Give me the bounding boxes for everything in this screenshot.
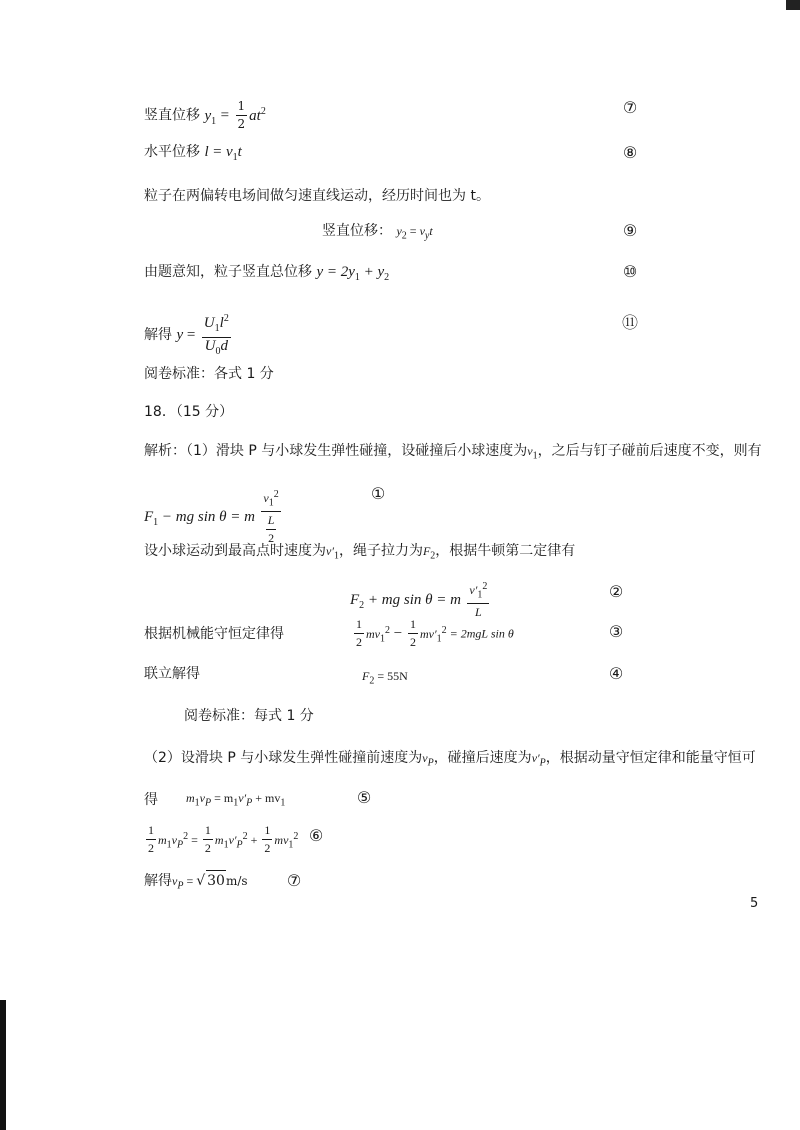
- label-horizontal-displacement: 水平位移: [144, 144, 200, 160]
- marker-7b: ⑦: [286, 871, 302, 890]
- marker-6: ⑥: [308, 826, 324, 845]
- at-squared: $at^2$: [249, 105, 266, 124]
- fraction-U1l2-over-U0d: $\frac{U_1l^2}{U_0d}$: [202, 310, 231, 360]
- v1t: $v_1t$: [226, 144, 242, 163]
- marker-8: ⑧: [622, 143, 638, 162]
- eq-vertical-displacement: 竖直位移 $y_1$ = $\frac{1}{2}$ $at^2$: [144, 99, 266, 131]
- marker-4: ④: [608, 664, 624, 683]
- label-solve: 解得: [144, 327, 172, 343]
- label-mechanical-energy: 根据机械能守恒定律得: [144, 626, 284, 642]
- marker-5: ⑤: [356, 788, 372, 807]
- y1-symbol: $y_1$: [204, 107, 217, 127]
- l-var: l: [204, 144, 209, 160]
- marker-3: ③: [608, 622, 624, 641]
- page-number: 5: [750, 896, 759, 911]
- label-de: 得: [144, 792, 158, 808]
- fraction-v1sq-over-half-L: $\frac{v_1^2}{\frac{L}{2}}$: [261, 486, 280, 547]
- fraction-half: $\frac{1}{2}$: [237, 99, 246, 131]
- label-solve-2: 解得: [144, 873, 172, 889]
- grading-standard-2: 阅卷标准：每式 1 分: [184, 708, 314, 724]
- eq-1: $F_1$ − mg sin θ = m $\frac{v_1^2}{\frac{L}{2}}$: [144, 486, 283, 547]
- marker-2: ②: [608, 582, 624, 601]
- label-vertical-displacement-2: 竖直位移：: [322, 223, 392, 239]
- marker-11: ⑪: [621, 313, 638, 332]
- question-18-heading: 18．（15 分）: [144, 404, 234, 420]
- marker-9: ⑨: [622, 221, 638, 240]
- eq-solution-y: 解得 y = $\frac{U_1l^2}{U_0d}$: [144, 310, 233, 360]
- eq-7-solution: 解得$v_P$ = √ 30m/s: [144, 870, 248, 896]
- label-vertical-displacement: 竖直位移: [144, 107, 200, 124]
- label-combined-solve: 联立解得: [144, 666, 200, 682]
- marker-7: ⑦: [622, 98, 638, 117]
- total-displacement-text: 由题意知，粒子竖直总位移: [144, 264, 312, 280]
- eq-3: $\frac{1}{2}$ $mv_1^2$ − $\frac{1}{2}$ $mv'_1^2 = 2mgL$ sin θ: [356, 617, 514, 649]
- eq-4: $F_2 = 55N$: [362, 669, 408, 687]
- analysis-part-2-intro: （2）设滑块 P 与小球发生弹性碰撞前速度为$v_P$，碰撞后速度为$v'_P$，根据动量守恒定律和能量守恒可: [144, 750, 756, 769]
- marker-1: ①: [370, 484, 386, 503]
- uniform-motion-text: 粒子在两偏转电场间做匀速直线运动，经历时间也为 t。: [144, 188, 490, 204]
- scan-edge-bar: [0, 1000, 6, 1130]
- analysis-part-1-intro: 解析：（1）滑块 P 与小球发生弹性碰撞，设碰撞后小球速度为$v_1$，之后与钉子碰前后速度不变，则有: [144, 443, 762, 462]
- eq-5: $m_1v_P = m_1v'_P + mv_1$: [186, 791, 286, 809]
- grading-standard-1: 阅卷标准：各式 1 分: [144, 366, 274, 382]
- eq-2: $F_2$ + mg sin θ = m $\frac{v'_1^2}{L}$: [350, 578, 491, 621]
- highest-point-intro: 设小球运动到最高点时速度为$v'_1$，绳子拉力为$F_2$，根据牛顿第二定律有: [144, 543, 576, 562]
- eq-6: $\frac{1}{2}$ $m_1v_P^2$ = $\frac{1}{2}$ $m_1v'_P^2$ + $\frac{1}{2}$ $mv_1^2$: [148, 823, 299, 855]
- scan-corner-mark: [786, 0, 800, 10]
- marker-10: ⑩: [622, 262, 638, 281]
- eq-horizontal-displacement: 水平位移 $l = v_1t$: [144, 144, 242, 163]
- eq-y2: 竖直位移： $y_2 = v_yt$: [322, 223, 433, 242]
- eq-total-displacement: 由题意知，粒子竖直总位移 $y = 2y_1 + y_2$: [144, 264, 390, 283]
- fraction-v1prime-sq-over-L: $\frac{v'_1^2}{L}$: [467, 578, 489, 621]
